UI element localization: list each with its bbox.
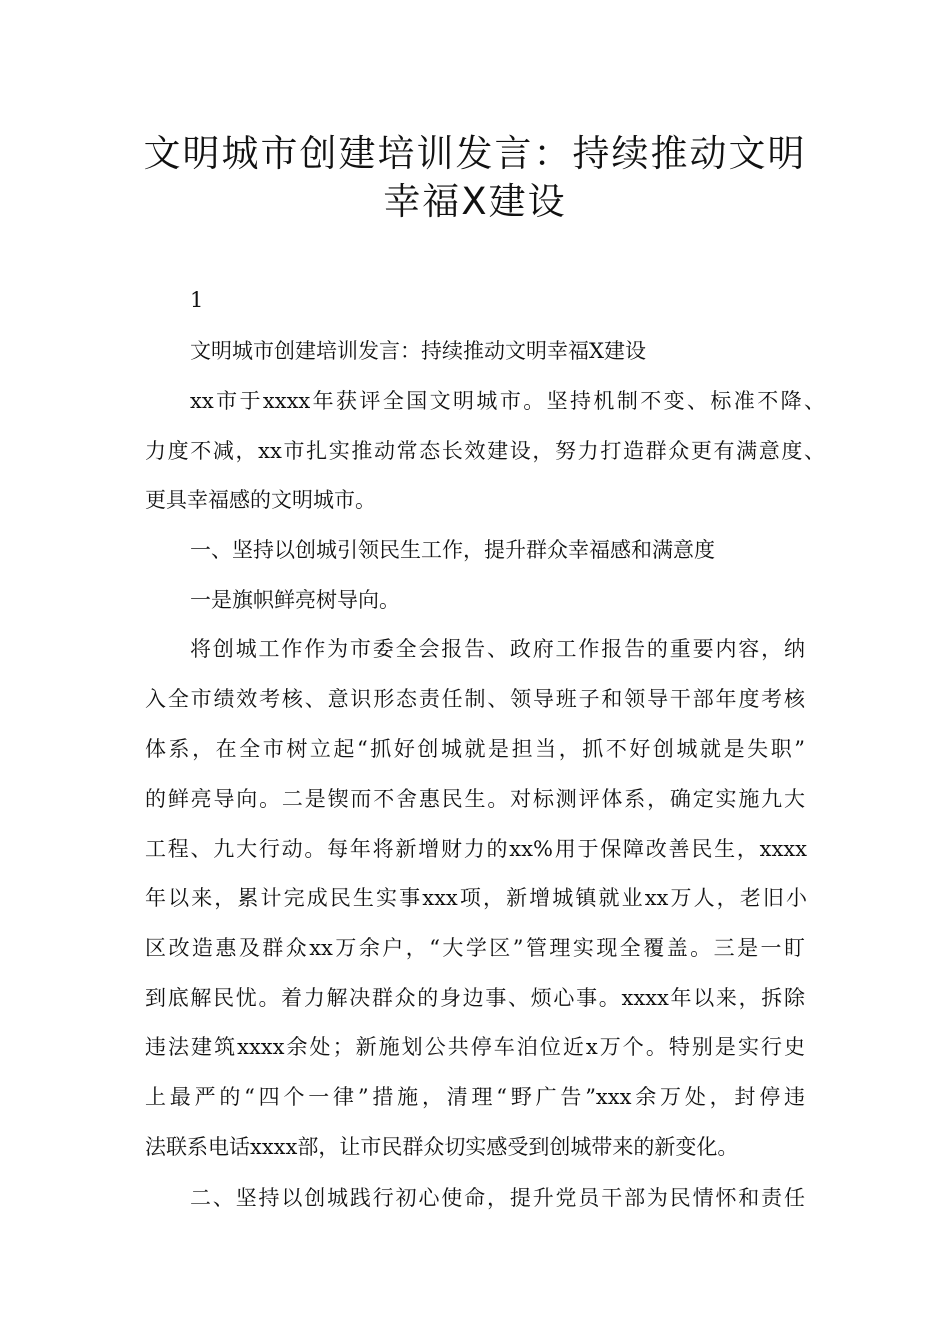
paragraph-2-line-9: 违法建筑xxxx余处；新施划公共停车泊位近x万个。特别是实行史	[145, 1035, 805, 1059]
paragraph-2-line-6: 年以来，累计完成民生实事xxx项，新增城镇就业xx万人，老旧小	[145, 886, 807, 910]
document-title-line-1: 文明城市创建培训发言：持续推动文明	[143, 132, 807, 175]
paragraph-1-line-1: xx市于xxxx年获评全国文明城市。坚持机制不变、标准不降、	[190, 389, 825, 413]
paragraph-2-line-5: 工程、九大行动。每年将新增财力的xx%用于保障改善民生，xxxx	[145, 837, 807, 861]
section-heading-2: 二、坚持以创城践行初心使命，提升党员干部为民情怀和责任	[190, 1186, 805, 1210]
paragraph-2-line-2: 入全市绩效考核、意识形态责任制、领导班子和领导干部年度考核	[145, 687, 805, 711]
paragraph-2-line-4: 的鲜亮导向。二是锲而不舍惠民生。对标测评体系，确定实施九大	[145, 787, 805, 811]
paragraph-2-line-11: 法联系电话xxxx部，让市民群众切实感受到创城带来的新变化。	[145, 1135, 739, 1159]
paragraph-2-line-8: 到底解民忧。着力解决群众的身边事、烦心事。xxxx年以来，拆除	[145, 986, 805, 1010]
paragraph-2-line-7: 区改造惠及群众xx万余户，“大学区”管理实现全覆盖。三是一盯	[145, 936, 805, 960]
paragraph-2-line-1: 将创城工作作为市委全会报告、政府工作报告的重要内容，纳	[190, 637, 805, 661]
section-heading-1: 一、坚持以创城引领民生工作，提升群众幸福感和满意度	[190, 538, 715, 562]
paragraph-1-line-2: 力度不减，xx市扎实推动常态长效建设，努力打造群众更有满意度、	[145, 439, 825, 463]
paragraph-1-line-3: 更具幸福感的文明城市。	[145, 488, 376, 512]
subsection-heading-1: 一是旗帜鲜亮树导向。	[190, 588, 400, 612]
paragraph-2-line-3: 体系，在全市树立起“抓好创城就是担当，抓不好创城就是失职”	[145, 737, 805, 761]
paragraph-2-line-10: 上最严的“四个一律”措施，清理“野广告”xxx余万处，封停违	[145, 1085, 805, 1109]
page-number: 1	[190, 288, 204, 312]
document-subtitle: 文明城市创建培训发言：持续推动文明幸福X建设	[190, 339, 646, 363]
document-title-line-2: 幸福X建设	[383, 180, 567, 223]
